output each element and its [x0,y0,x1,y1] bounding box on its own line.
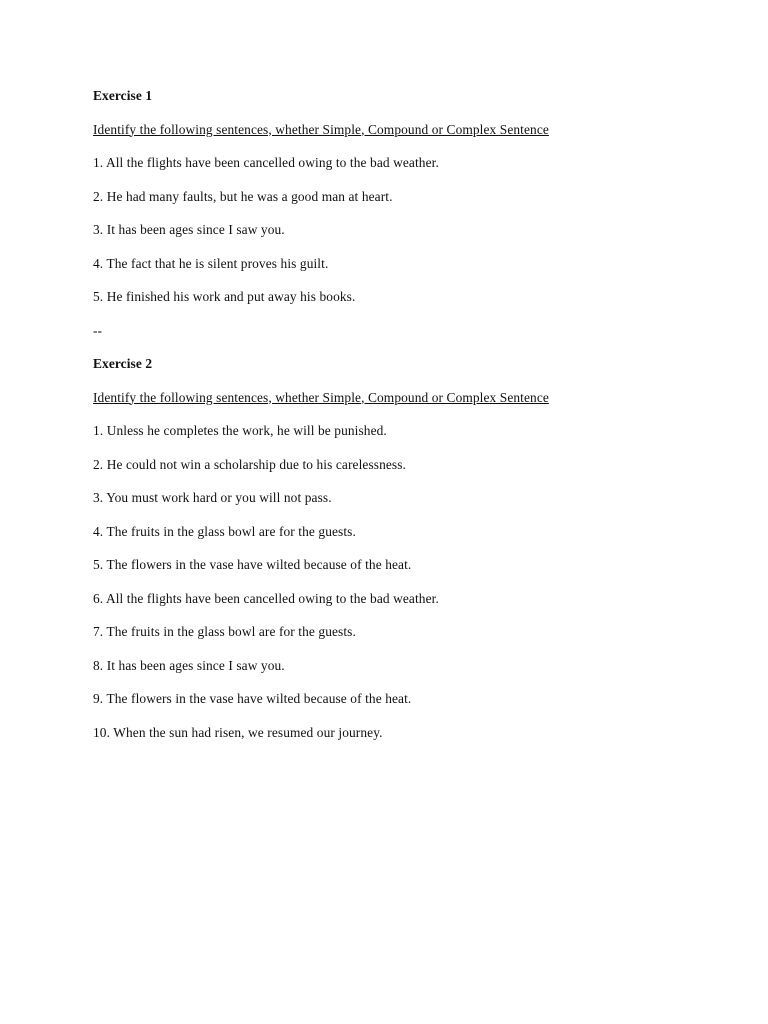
section-separator: -- [93,322,103,338]
exercise-2-list [93,421,713,743]
exercise-2-item: 3. You must work hard or you will not pass. [93,490,332,505]
exercise-1-item: 5. He finished his work and put away his books. [93,289,356,304]
exercise-1-item: 1. All the flights have been cancelled owing to the bad weather. [93,155,439,170]
exercise-2-item: 9. The flowers in the vase have wilted because of the heat. [93,691,412,706]
exercise-2-item: 10. When the sun had risen, we resumed our journey. [93,724,383,740]
exercise-2-instruction: Identify the following sentences, whether Simple, Compound or Complex Sentence [93,389,549,405]
exercise-1-heading: Exercise 1 [93,88,153,103]
exercise-1-section [93,86,713,307]
exercise-2-item: 8. It has been ages since I saw you. [93,657,285,673]
exercise-2-item: 7. The fruits in the glass bowl are for the guests. [93,624,356,639]
document-body [93,86,713,756]
exercise-2-item: 5. The flowers in the vase have wilted because of the heat. [93,557,412,572]
exercise-2-item: 4. The fruits in the glass bowl are for the guests. [93,523,356,539]
exercise-2-item: 2. He could not win a scholarship due to his carelessness. [93,456,406,472]
exercise-2-heading: Exercise 2 [93,356,153,371]
exercise-2-item: 1. Unless he completes the work, he will be punished. [93,423,387,438]
exercise-2-item: 6. All the flights have been cancelled owing to the bad weather. [93,590,439,606]
exercise-1-list [93,153,713,307]
exercise-2-section [93,354,713,743]
exercise-1-item: 3. It has been ages since I saw you. [93,222,285,237]
exercise-1-item: 4. The fact that he is silent proves his guilt. [93,255,329,271]
exercise-1-instruction: Identify the following sentences, whether Simple, Compound or Complex Sentence [93,121,549,137]
exercise-1-item: 2. He had many faults, but he was a good man at heart. [93,188,393,204]
